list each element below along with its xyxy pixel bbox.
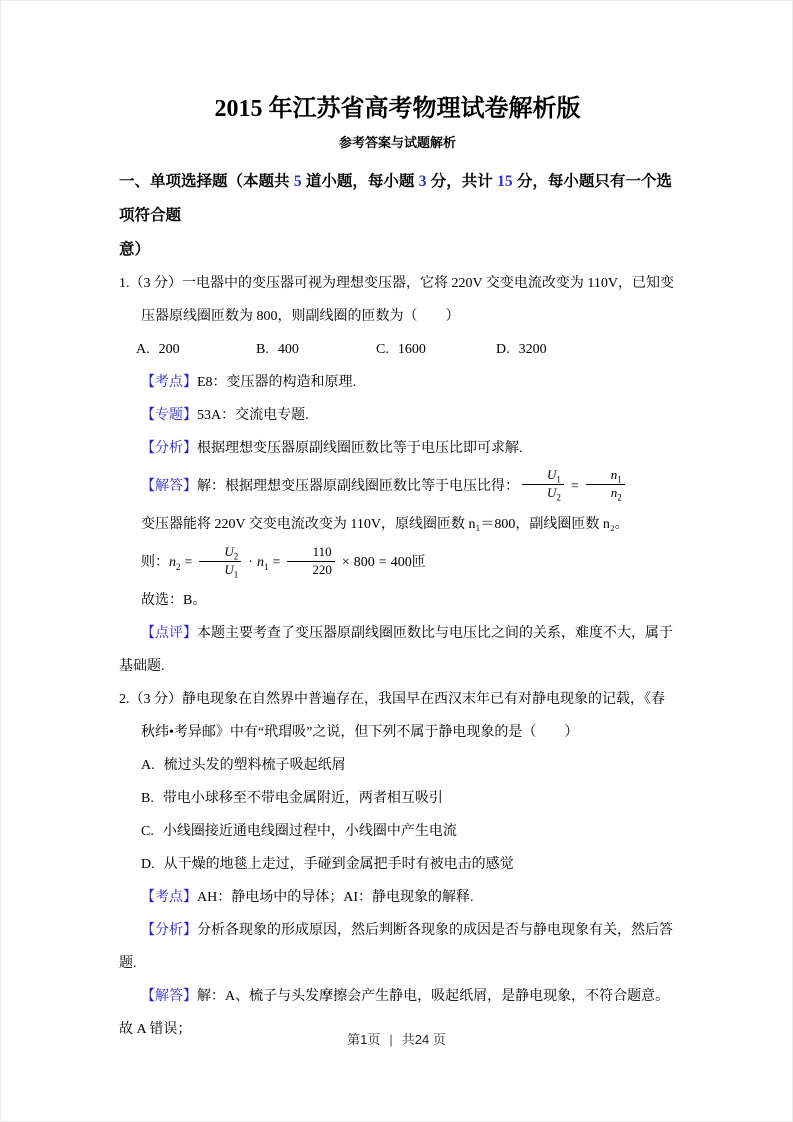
stem-text: 秋纬•考异邮》中有“玳瑁吸”之说，但下列不属于静电现象的是（ ） [141,725,579,741]
option-text: 小线圈接近通电线圈过程中，小线圈中产生电流 [162,824,457,840]
dianping-text: 本题主要考查了变压器原副线圈匝数比与电压比之间的关系，难度不大，属于 [197,626,673,642]
footer-total-pages: 共24 页 [401,1032,446,1047]
dot-operator: · [248,555,253,571]
fraction-numerator [586,468,625,485]
question-1-options [136,333,676,366]
equals-sign: = [378,555,387,571]
stem-text: 压器原线圈匝数为 800，则副线圈的匝数为（ ） [141,309,460,324]
math-variable: U [547,467,557,483]
math-variable: n [610,467,618,483]
option-a [136,333,256,366]
jieda-text: 故 A 错误； [119,1022,192,1038]
fenxi-label: 【分析】 [141,923,197,939]
section-heading [119,165,676,267]
heading-text: 意） [119,241,151,258]
page-title: 2015 年江苏省高考物理试卷解析版 [214,96,581,122]
fenxi-text: 根据理想变压器原副线圈匝数比等于电压比即可求解. [197,441,523,456]
option-c [376,333,496,366]
dianping-text: 基础题. [119,659,165,675]
option-key: C. [141,824,154,840]
option-text: 3200 [518,342,547,357]
heading-points-number: 3 [418,173,427,190]
question-1 [119,267,676,683]
option-text: 200 [158,342,180,357]
option-key: D. [141,857,155,873]
math-factor: 800 [353,555,375,571]
math-result: 400匝 [390,555,426,571]
question-number: 1. [119,276,130,291]
option-key: C. [376,342,389,357]
fenxi-label: 【分析】 [141,441,197,456]
fraction-numerator [522,468,564,485]
page-content [1,1,792,1046]
heading-text: 道小题，每小题 [301,173,419,190]
kaodian-line [119,366,676,399]
math-subscript: 2 [233,551,239,562]
option-b [141,782,676,815]
math-variable: n [256,555,264,571]
jieda-label: 【解答】 [141,989,197,1005]
option-text: 1600 [397,342,426,357]
page-footer [1,1029,792,1048]
question-2 [119,683,676,1046]
option-key: A. [136,342,150,357]
zhuanti-label: 【专题】 [141,408,197,423]
math-subscript: 1 [617,474,622,485]
zhuanti-text: 53A：交流电专题. [197,408,309,423]
fraction-numerator [199,545,241,562]
heading-text: 分，共计 [426,173,498,190]
heading-text: 分，每小题只有一个选项符合题 [119,173,672,224]
math-subscript: 2 [176,562,181,573]
kaodian-line [119,881,676,914]
option-text: 400 [277,342,299,357]
equals-sign: = [272,555,281,571]
fraction-numerator: 110 [287,545,335,562]
fraction-u1-u2 [522,468,564,501]
fraction-n1-n2 [586,468,625,501]
kaodian-text: E8：变压器的构造和原理. [197,375,357,390]
jieda-label: 【解答】 [141,479,197,494]
option-text: 从干燥的地毯上走过，手碰到金属把手时有被电击的感觉 [163,857,514,873]
fraction-denominator [586,485,625,501]
dianping-line [119,617,676,683]
jieda-continuation: 变压器能将 220V 交变电流改变为 110V，原线圈匝数 n₁＝800，副线圈匝数 n₂。 [141,517,629,533]
math-subscript: 1 [556,474,561,485]
fenxi-line [119,914,676,980]
math-subscript: 2 [617,492,622,503]
math-subscript: 1 [233,569,239,580]
kaodian-label: 【考点】 [141,375,197,390]
derivation-line [119,541,676,584]
option-key: B. [141,791,154,807]
math-subscript: 2 [556,492,561,503]
heading-text: 一、单项选择题（本题共 [119,173,294,190]
math-variable-n1 [256,555,269,573]
math-variable-n2 [169,555,181,573]
option-c [141,815,676,848]
math-variable: U [547,485,557,501]
stem-text: （3 分）静电现象在自然界中普遍存在，我国早在西汉末年已有对静电现象的记载，《春 [129,692,665,708]
math-variable: n [610,485,618,501]
option-d [496,333,616,366]
option-text: 带电小球移至不带电金属附近，两者相互吸引 [162,791,443,807]
derivation-prefix: 则： [141,555,169,571]
equals-sign: = [570,479,579,494]
question-number: 2. [119,692,130,708]
fenxi-line [119,432,676,465]
kaodian-label: 【考点】 [141,890,197,906]
footer-separator: | [389,1032,393,1047]
jieda-line [119,465,676,508]
answer-conclusion: 故选：B。 [141,593,207,609]
fraction-110-220 [287,545,335,578]
times-sign: × [341,555,350,571]
question-1-stem [119,267,676,333]
option-a [141,749,676,782]
zhuanti-line [119,399,676,432]
kaodian-text: AH：静电场中的导体；AI：静电现象的解释. [197,890,474,906]
math-variable: U [224,543,234,559]
option-text: 梳过头发的塑料梳子吸起纸屑 [163,758,346,774]
option-key: A. [141,758,155,774]
question-2-stem [119,683,676,749]
fenxi-text: 题. [119,956,137,972]
page-subtitle: 参考答案与试题解析 [338,135,456,150]
heading-total-number: 15 [497,173,513,190]
math-variable: n [169,555,176,571]
option-d [141,848,676,881]
fenxi-text: 分析各现象的形成原因，然后判断各现象的成因是否与静电现象有关，然后答 [197,923,673,939]
heading-count-number: 5 [293,173,302,190]
footer-page-number: 第1页 [347,1032,381,1047]
fraction-denominator [199,562,241,578]
fraction-u2-u1 [199,545,241,578]
fraction-denominator: 220 [312,561,332,577]
equals-sign: = [184,555,193,571]
math-variable: U [224,561,234,577]
option-b [256,333,376,366]
stem-text: （3 分）一电器中的变压器可视为理想变压器，它将 220V 交变电流改变为 110V，已知变 [129,276,674,291]
fraction-denominator [522,485,564,501]
dianping-label: 【点评】 [141,626,197,642]
option-key: D. [496,342,510,357]
jieda-text: 解：A、梳子与头发摩擦会产生静电，吸起纸屑，是静电现象，不符合题意。 [197,989,670,1005]
option-key: B. [256,342,269,357]
math-subscript: 1 [263,562,269,573]
jieda-text: 解：根据理想变压器原副线圈匝数比等于电压比得： [197,479,519,494]
